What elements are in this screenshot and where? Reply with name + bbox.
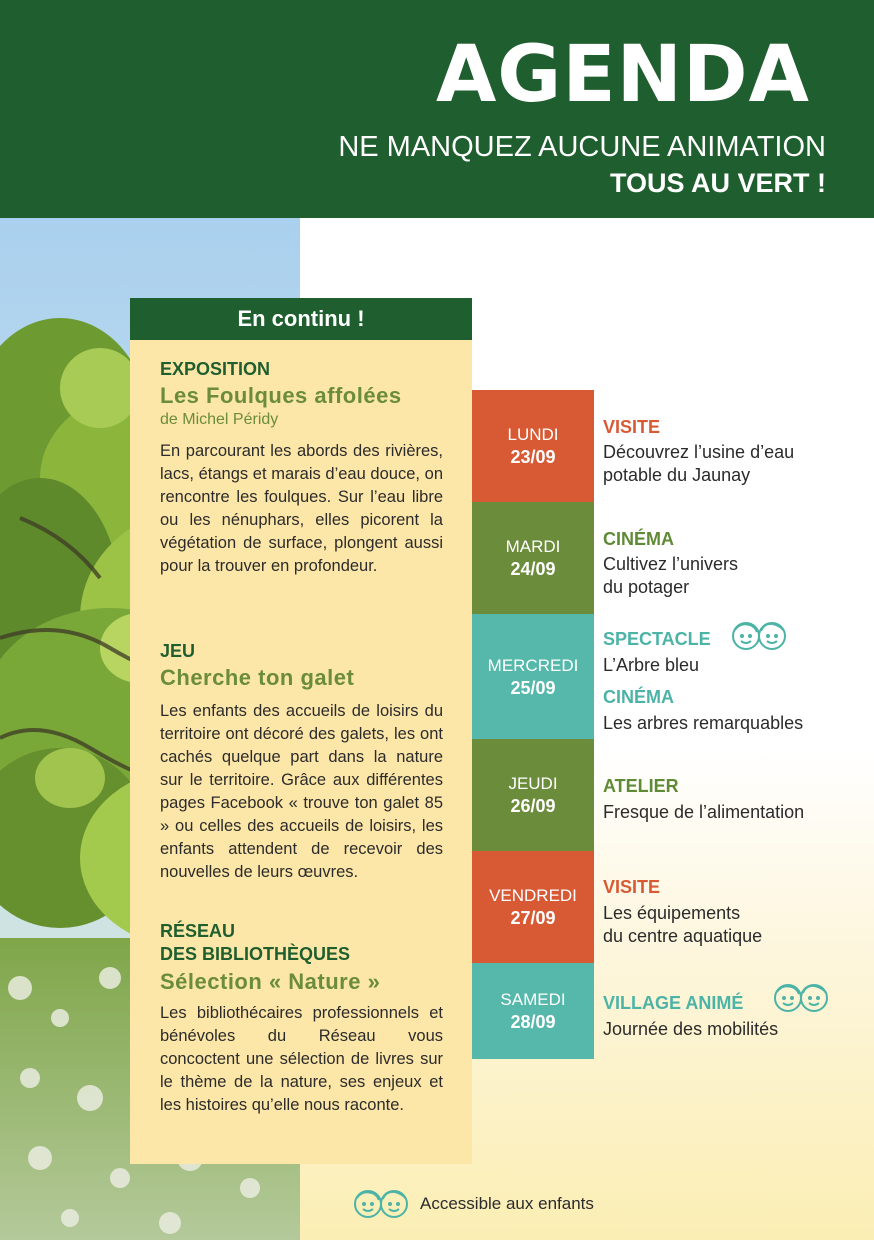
day-name: MARDI [505,537,561,556]
event-title: du centre aquatique [603,926,763,946]
event-title: Découvrez l’usine d’eau [603,442,795,462]
event-title: Cultivez l’univers [603,554,739,574]
exposition-text: En parcourant les abords des rivières, lacs, étangs et marais d’eau douce, on rencontre les foulques. Sur l’eau libre ou les nénuphars, elles picorent la végétation de surface, plongent aussi pour la trouver en profondeur. [160,442,443,575]
event-type: ATELIER [603,776,679,796]
reseau-label-2: DES BIBLIOTHÈQUES [160,944,351,964]
day-name: LUNDI [507,425,559,444]
event-type: VILLAGE ANIMÉ [603,993,744,1013]
day-block-mercredi [472,614,594,739]
day-name: VENDREDI [489,886,577,905]
event-type: VISITE [603,877,661,897]
day-date: 25/09 [510,677,556,698]
kids-icon [350,1186,412,1225]
continu-panel [130,340,472,1164]
reseau-text: Les bibliothécaires professionnels et bénévoles du Réseau vous concoctent une sélection de livres sur le thème de la nature, ses enjeux et les histoires qu’elle nous raconte. [160,1004,443,1114]
jeu-label: JEU [160,641,196,661]
event-type: CINÉMA [603,687,674,707]
day-date: 26/09 [510,796,556,816]
jeu-text: Les enfants des accueils de loisirs du territoire ont décoré des galets, les ont cachés quelque part dans la nature sur le territoire. Grâce aux différentes pages Facebook « trouve ton galet 85 » ou celles des accueils de loisirs, les enfants attendent de recevoir des nouvelles de leurs œuvres. [160,702,443,881]
day-date: 27/09 [510,908,556,928]
event-title: Journée des mobilités [603,1019,779,1039]
event-title: Fresque de l’alimentation [603,802,805,822]
day-name: MERCREDI [487,655,579,675]
event-title: Les équipements [603,903,741,923]
event-title: du potager [603,577,690,597]
day-block-lundi [472,390,594,502]
day-block-mardi [472,502,594,614]
day-name: SAMEDI [500,990,566,1009]
day-date: 23/09 [510,447,556,467]
event-type: VISITE [603,417,661,437]
kids-icon [770,980,832,1019]
header-tagline: TOUS AU VERT ! [609,168,826,198]
jeu-title: Cherche ton galet [160,665,355,690]
exposition-label: EXPOSITION [160,359,271,379]
event-title: L’Arbre bleu [603,655,700,675]
continu-heading: En continu ! [130,298,472,340]
event-title: Les arbres remarquables [603,713,804,733]
header-banner [0,0,874,218]
day-block-samedi [472,963,594,1059]
exposition-title: Les Foulques affolées [160,383,402,408]
day-name: JEUDI [508,774,558,793]
header-subtitle: NE MANQUEZ AUCUNE ANIMATION [338,131,826,163]
exposition-author: de Michel Péridy [160,411,279,428]
event-type: SPECTACLE [603,629,711,649]
page-title: AGENDA [435,30,810,120]
reseau-title: Sélection « Nature » [160,969,381,994]
legend-text: Accessible aux enfants [420,1194,594,1213]
day-date: 24/09 [510,559,556,579]
event-title: potable du Jaunay [603,465,751,485]
day-block-vendredi [472,851,594,963]
event-type: CINÉMA [603,529,674,549]
reseau-label: RÉSEAU [160,921,236,941]
day-block-jeudi [472,739,594,851]
day-date: 28/09 [510,1012,556,1032]
kids-icon [728,618,790,657]
